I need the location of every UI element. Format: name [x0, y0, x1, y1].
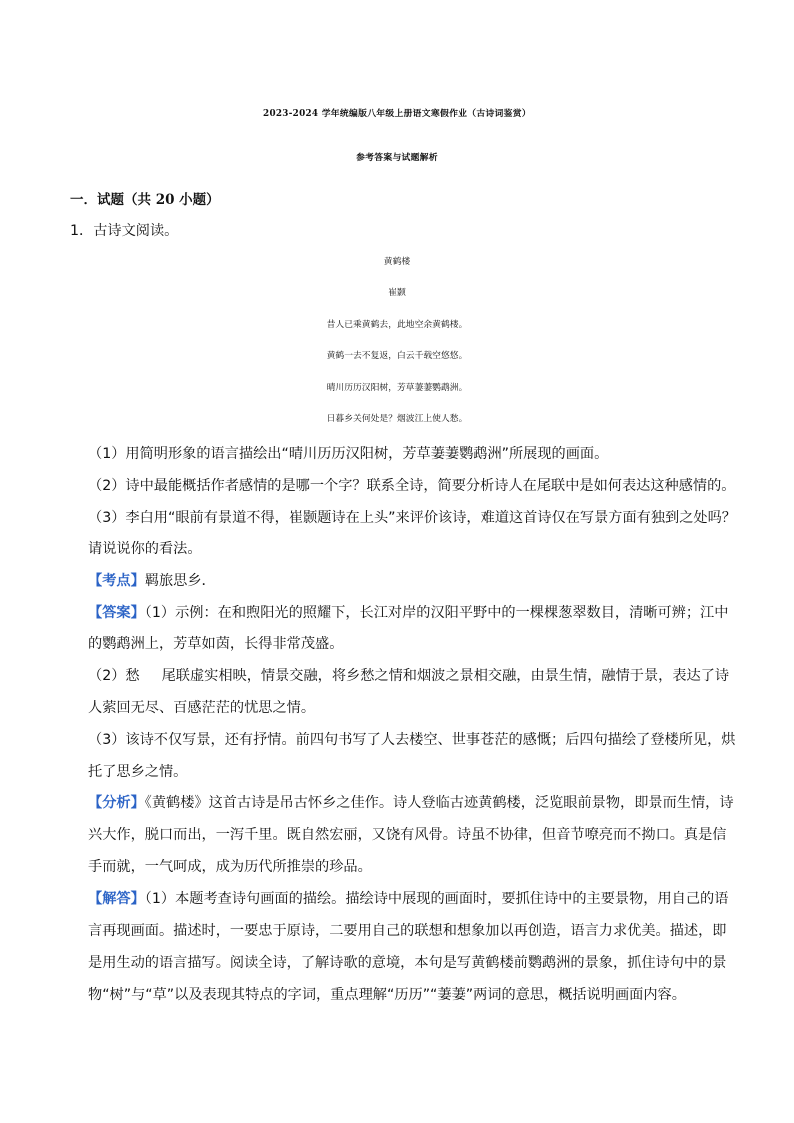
answer-row — [88, 602, 728, 622]
answer-1: （1）示例：在和煦阳光的照耀下，长江对岸的汉阳平野中的一棵棵葱翠数目，清晰可辨；江中 — [144, 605, 729, 621]
poem-author: 崔颢 — [388, 288, 406, 298]
poem-title: 黄鹤楼 — [383, 257, 411, 267]
sub-question-2: （2）诗中最能概括作者感情的是哪一个字？联系全诗，简要分析诗人在尾联中是如何表达这种感情的。 — [88, 478, 736, 494]
analysis-cont: 手而就，一气呵成，成为历代所推崇的珍品。 — [88, 859, 372, 875]
answer-2: 尾联虚实相映，情景交融，将乡愁之情和烟波之景相交融，由景生情，融情于景，表达了诗 — [161, 668, 730, 684]
analysis-cont: 兴大作，脱口而出，一泻千里。既自然宏丽，又饶有风骨。诗虽不协律，但音节嘹亮而不拗口。真是信 — [88, 827, 727, 843]
kaodian-label: 【考点】 — [88, 573, 145, 589]
solution-cont: 言再现画面。描述时，一要忠于原诗，二要用自己的联想和想象加以再创造，语言力求优美。描述，即 — [88, 923, 727, 939]
kaodian-text: 羁旅思乡． — [144, 573, 216, 589]
section-heading: 一．试题（共 20 小题） — [70, 192, 220, 208]
poem-line: 日暮乡关何处是？烟波江上使人愁。 — [326, 414, 468, 424]
analysis-text: 《黄鹤楼》这首古诗是吊古怀乡之佳作。诗人登临古迹黄鹤楼，泛览眼前景物，即景而生情，诗 — [144, 795, 734, 811]
document-subtitle: 参考答案与试题解析 — [356, 153, 438, 163]
solution-text: （1）本题考查诗句画面的描绘。描绘诗中展现的画面时，要抓住诗中的主要景物，用自己的语 — [144, 891, 729, 907]
analysis-label: 【分析】 — [88, 795, 145, 811]
poem-line: 黄鹤一去不复返，白云千载空悠悠。 — [326, 351, 468, 361]
answer-2-row — [88, 665, 729, 685]
poem-line: 晴川历历汉阳树，芳草萋萋鹦鹉洲。 — [326, 383, 468, 393]
solution-cont: 是用生动的语言描写。阅读全诗，了解诗歌的意境，本句是写黄鹤楼前鹦鹉洲的景象，抓住诗句中的景 — [88, 955, 727, 971]
answer-3-cont: 托了思乡之情。 — [88, 764, 188, 780]
solution-cont: 物“树”与“草”以及表现其特点的字词，重点理解“历历”“萋萋”两词的意思，概括说明画面内容。 — [88, 987, 686, 1003]
answer-3: （3）该诗不仅写景，还有抒情。前四句书写了人去楼空、世事苍茫的感慨；后四句描绘了登楼所见，烘 — [88, 732, 736, 748]
answer-1-cont: 的鹦鹉洲上，芳草如茵，长得非常茂盛。 — [88, 636, 344, 652]
question-intro: 1．古诗文阅读。 — [70, 223, 179, 239]
document-title: 2023-2024 学年统编版八年级上册语文寒假作业（古诗词鉴赏） — [263, 109, 531, 119]
answer-2-cont: 人萦回无尽、百感茫茫的忧思之情。 — [88, 700, 316, 716]
sub-question-1: （1）用简明形象的语言描绘出“晴川历历汉阳树，芳草萋萋鹦鹉洲”所展现的画面。 — [88, 446, 609, 462]
kaodian-row — [88, 570, 216, 590]
solution-label: 【解答】 — [88, 891, 145, 907]
solution-row — [88, 888, 728, 908]
sub-question-3-cont: 请说说你的看法。 — [88, 541, 202, 557]
poem-line: 昔人已乘黄鹤去，此地空余黄鹤楼。 — [326, 320, 468, 330]
answer-label: 【答案】 — [88, 605, 145, 621]
sub-question-3: （3）李白用“眼前有景道不得，崔颢题诗在上头”来评价该诗，难道这首诗仅在写景方面有独到之处吗？ — [88, 510, 736, 526]
analysis-row — [88, 792, 734, 812]
answer-2-prefix: （2）愁 — [88, 668, 140, 684]
